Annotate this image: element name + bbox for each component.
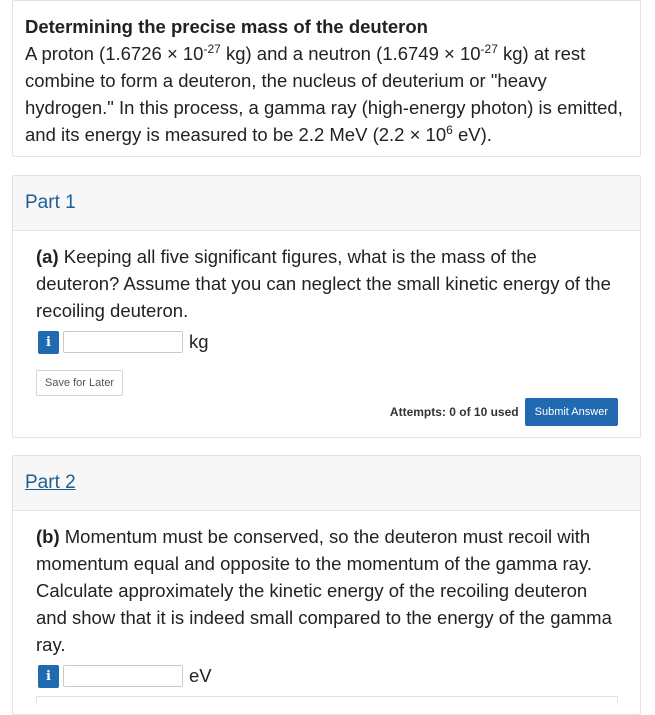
save-for-later-button[interactable]: Save for Later [36,370,123,396]
part1-card [12,175,641,438]
part2-card [12,455,641,715]
part1-question-text: Keeping all five significant figures, what is the mass of the deuteron? Assume that you can neglect the small kinetic energy of the recoiling deuteron. [36,246,611,321]
exponent-1: -27 [203,42,221,56]
problem-text-d: eV). [452,124,492,145]
exponent-2: -27 [480,42,498,56]
part1-question [36,243,617,324]
part1-header [13,176,640,231]
problem-text-c: kg) at rest combine to form a deuteron, the nucleus of deuterium or "heavy hydrogen." In this process, a gamma ray (high-energy photon) is emitted, and its energy is measured to be 2.2 MeV (2.2 × 10 [25,43,623,145]
part2-question [36,523,617,658]
part1-question-label: (a) [36,246,59,267]
part2-header[interactable] [13,456,640,511]
part2-body [13,511,640,702]
part2-unit: eV [189,665,212,686]
part1-label: Part 1 [25,192,76,213]
part2-label[interactable]: Part 2 [25,472,76,493]
problem-title: Determining the precise mass of the deuteron [25,16,428,37]
part1-answer-input[interactable] [63,331,183,353]
part1-unit: kg [189,331,209,352]
part1-body [13,231,640,408]
part1-answer-row [36,328,617,356]
part2-answer-row [36,662,617,690]
problem-text-a: A proton (1.6726 × 10 [25,43,204,64]
part2-answer-input[interactable] [63,665,183,687]
info-icon[interactable]: i [38,331,59,354]
part2-question-text: Momentum must be conserved, so the deuteron must recoil with momentum equal and opposite to the momentum of the gamma ray. Calculate approximately the kinetic energy of the recoiling deuteron and show that it is indeed small compared to the energy of the gamma ray. [36,526,612,655]
problem-text-b: kg) and a neutron (1.6749 × 10 [220,43,481,64]
submit-answer-button[interactable]: Submit Answer [525,398,618,426]
problem-statement [25,40,628,148]
info-icon[interactable]: i [38,665,59,688]
part2-question-label: (b) [36,526,60,547]
problem-card [12,0,641,157]
part1-footer [390,398,618,426]
exponent-3: 6 [446,123,453,137]
attempts-counter: Attempts: 0 of 10 used [389,405,519,419]
